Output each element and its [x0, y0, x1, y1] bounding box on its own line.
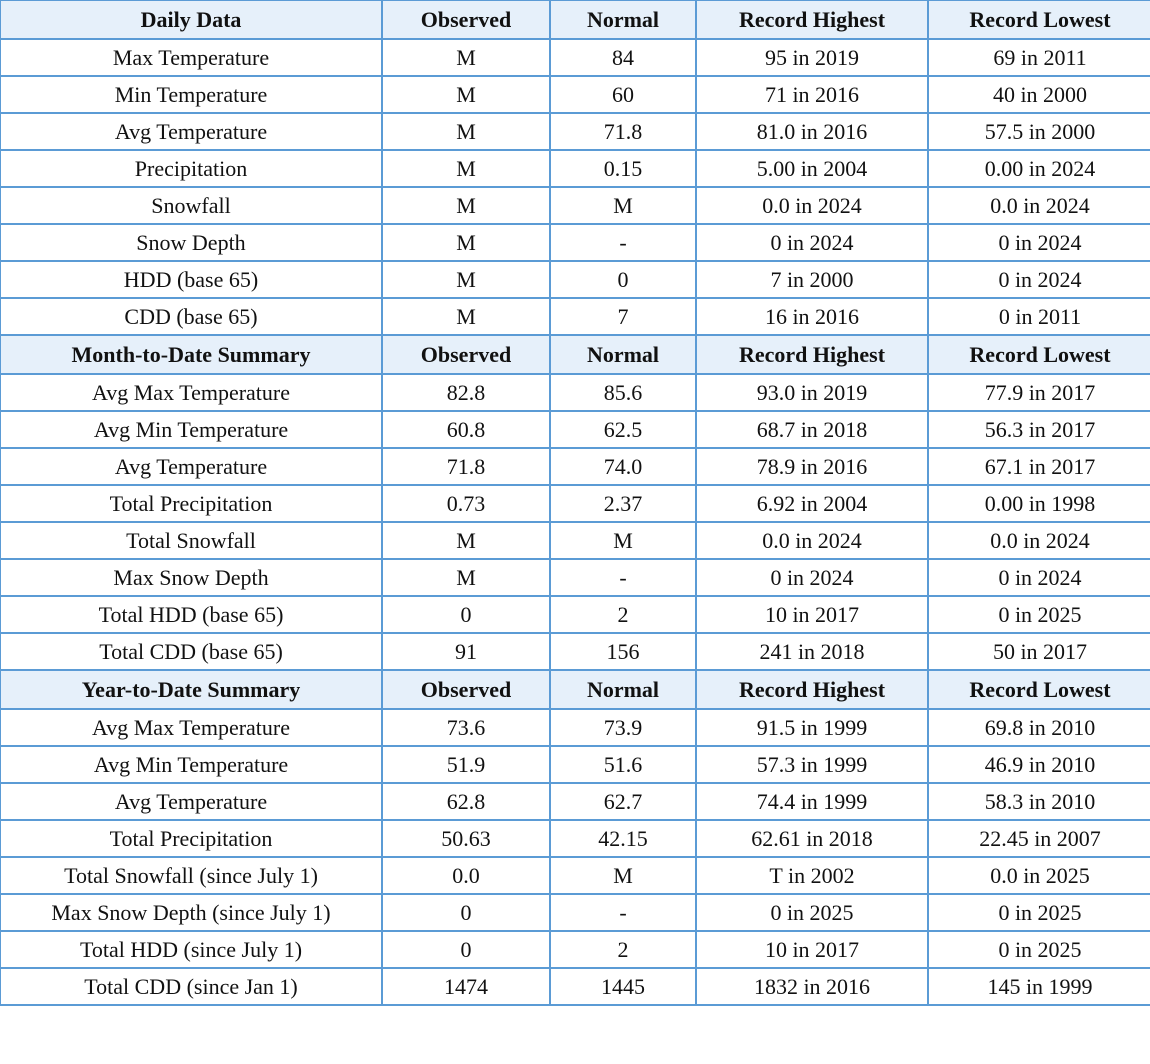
row-label: Avg Temperature	[0, 783, 382, 820]
cell-record-highest: 93.0 in 2019	[696, 374, 928, 411]
cell-record-highest: 10 in 2017	[696, 931, 928, 968]
table-row	[0, 931, 1150, 968]
row-label: Total Precipitation	[0, 820, 382, 857]
table-row	[0, 374, 1150, 411]
cell-record-highest: 6.92 in 2004	[696, 485, 928, 522]
row-label: Min Temperature	[0, 76, 382, 113]
table-row	[0, 633, 1150, 670]
cell-record-highest: 71 in 2016	[696, 76, 928, 113]
cell-record-lowest: 46.9 in 2010	[928, 746, 1150, 783]
cell-record-lowest: 0 in 2024	[928, 559, 1150, 596]
cell-normal: 60	[550, 76, 696, 113]
row-label: Snow Depth	[0, 224, 382, 261]
row-label: Avg Max Temperature	[0, 709, 382, 746]
table-row	[0, 820, 1150, 857]
cell-observed: M	[382, 261, 550, 298]
cell-normal: -	[550, 894, 696, 931]
table-row	[0, 113, 1150, 150]
table-row	[0, 224, 1150, 261]
cell-normal: 7	[550, 298, 696, 335]
column-header-record-highest: Record Highest	[696, 335, 928, 374]
cell-observed: 51.9	[382, 746, 550, 783]
table-row	[0, 150, 1150, 187]
cell-record-highest: 1832 in 2016	[696, 968, 928, 1005]
cell-normal: M	[550, 187, 696, 224]
row-label: Avg Max Temperature	[0, 374, 382, 411]
cell-observed: 73.6	[382, 709, 550, 746]
cell-normal: M	[550, 522, 696, 559]
cell-record-highest: 81.0 in 2016	[696, 113, 928, 150]
cell-record-highest: 0.0 in 2024	[696, 522, 928, 559]
row-label: Avg Min Temperature	[0, 411, 382, 448]
table-row	[0, 411, 1150, 448]
row-label: Precipitation	[0, 150, 382, 187]
cell-observed: 0	[382, 596, 550, 633]
cell-observed: 0	[382, 894, 550, 931]
table-row	[0, 261, 1150, 298]
cell-normal: 42.15	[550, 820, 696, 857]
cell-normal: 73.9	[550, 709, 696, 746]
cell-normal: 2	[550, 596, 696, 633]
cell-record-highest: 0 in 2025	[696, 894, 928, 931]
row-label: CDD (base 65)	[0, 298, 382, 335]
table-row	[0, 522, 1150, 559]
cell-normal: 2.37	[550, 485, 696, 522]
section-header-daily-data	[0, 0, 1150, 39]
table-row	[0, 485, 1150, 522]
cell-normal: 74.0	[550, 448, 696, 485]
row-label: Total HDD (base 65)	[0, 596, 382, 633]
column-header-record-lowest: Record Lowest	[928, 0, 1150, 39]
column-header-label: Month-to-Date Summary	[0, 335, 382, 374]
section-header-year-to-date-summary	[0, 670, 1150, 709]
cell-observed: 1474	[382, 968, 550, 1005]
row-label: Avg Min Temperature	[0, 746, 382, 783]
cell-record-lowest: 0.00 in 1998	[928, 485, 1150, 522]
cell-observed: M	[382, 559, 550, 596]
cell-record-highest: 0 in 2024	[696, 559, 928, 596]
cell-record-highest: 10 in 2017	[696, 596, 928, 633]
row-label: Max Snow Depth (since July 1)	[0, 894, 382, 931]
cell-record-lowest: 69.8 in 2010	[928, 709, 1150, 746]
cell-record-lowest: 69 in 2011	[928, 39, 1150, 76]
cell-record-lowest: 67.1 in 2017	[928, 448, 1150, 485]
row-label: Avg Temperature	[0, 113, 382, 150]
cell-observed: 0	[382, 931, 550, 968]
cell-record-highest: 95 in 2019	[696, 39, 928, 76]
cell-observed: 82.8	[382, 374, 550, 411]
column-header-normal: Normal	[550, 670, 696, 709]
cell-normal: 71.8	[550, 113, 696, 150]
cell-observed: M	[382, 224, 550, 261]
cell-record-highest: 0 in 2024	[696, 224, 928, 261]
row-label: Max Temperature	[0, 39, 382, 76]
column-header-observed: Observed	[382, 670, 550, 709]
cell-record-lowest: 0 in 2011	[928, 298, 1150, 335]
cell-record-highest: 62.61 in 2018	[696, 820, 928, 857]
table-row	[0, 857, 1150, 894]
table-row	[0, 559, 1150, 596]
cell-record-lowest: 0 in 2025	[928, 894, 1150, 931]
cell-record-highest: 78.9 in 2016	[696, 448, 928, 485]
cell-record-highest: 5.00 in 2004	[696, 150, 928, 187]
cell-observed: 0.0	[382, 857, 550, 894]
row-label: Total HDD (since July 1)	[0, 931, 382, 968]
cell-record-highest: 74.4 in 1999	[696, 783, 928, 820]
cell-record-lowest: 0.0 in 2024	[928, 522, 1150, 559]
cell-normal: 0.15	[550, 150, 696, 187]
cell-normal: 156	[550, 633, 696, 670]
cell-record-lowest: 56.3 in 2017	[928, 411, 1150, 448]
cell-record-lowest: 57.5 in 2000	[928, 113, 1150, 150]
table-row	[0, 709, 1150, 746]
row-label: HDD (base 65)	[0, 261, 382, 298]
cell-observed: M	[382, 150, 550, 187]
table-row	[0, 894, 1150, 931]
table-row	[0, 298, 1150, 335]
cell-observed: M	[382, 113, 550, 150]
cell-record-lowest: 50 in 2017	[928, 633, 1150, 670]
column-header-label: Daily Data	[0, 0, 382, 39]
cell-observed: 91	[382, 633, 550, 670]
table-row	[0, 596, 1150, 633]
row-label: Total Snowfall	[0, 522, 382, 559]
cell-record-highest: 0.0 in 2024	[696, 187, 928, 224]
cell-record-highest: 57.3 in 1999	[696, 746, 928, 783]
cell-record-highest: 241 in 2018	[696, 633, 928, 670]
cell-record-lowest: 0.00 in 2024	[928, 150, 1150, 187]
cell-observed: M	[382, 76, 550, 113]
column-header-observed: Observed	[382, 335, 550, 374]
cell-normal: 2	[550, 931, 696, 968]
cell-record-lowest: 0 in 2024	[928, 224, 1150, 261]
cell-normal: 0	[550, 261, 696, 298]
cell-record-lowest: 58.3 in 2010	[928, 783, 1150, 820]
row-label: Avg Temperature	[0, 448, 382, 485]
table-row	[0, 783, 1150, 820]
cell-observed: 60.8	[382, 411, 550, 448]
row-label: Total Snowfall (since July 1)	[0, 857, 382, 894]
cell-observed: 62.8	[382, 783, 550, 820]
column-header-label: Year-to-Date Summary	[0, 670, 382, 709]
cell-normal: 62.5	[550, 411, 696, 448]
cell-record-lowest: 0.0 in 2024	[928, 187, 1150, 224]
cell-observed: M	[382, 39, 550, 76]
column-header-record-lowest: Record Lowest	[928, 335, 1150, 374]
cell-record-highest: 7 in 2000	[696, 261, 928, 298]
cell-normal: 62.7	[550, 783, 696, 820]
cell-observed: 71.8	[382, 448, 550, 485]
cell-normal: -	[550, 224, 696, 261]
table-row	[0, 187, 1150, 224]
cell-observed: 50.63	[382, 820, 550, 857]
cell-record-highest: 16 in 2016	[696, 298, 928, 335]
table-row	[0, 39, 1150, 76]
cell-normal: 1445	[550, 968, 696, 1005]
cell-normal: 84	[550, 39, 696, 76]
row-label: Total CDD (base 65)	[0, 633, 382, 670]
column-header-normal: Normal	[550, 335, 696, 374]
column-header-record-highest: Record Highest	[696, 670, 928, 709]
column-header-observed: Observed	[382, 0, 550, 39]
cell-record-highest: 68.7 in 2018	[696, 411, 928, 448]
cell-record-lowest: 77.9 in 2017	[928, 374, 1150, 411]
table-row	[0, 76, 1150, 113]
cell-record-lowest: 0.0 in 2025	[928, 857, 1150, 894]
row-label: Snowfall	[0, 187, 382, 224]
cell-record-lowest: 40 in 2000	[928, 76, 1150, 113]
cell-observed: M	[382, 522, 550, 559]
cell-normal: M	[550, 857, 696, 894]
cell-normal: -	[550, 559, 696, 596]
row-label: Total CDD (since Jan 1)	[0, 968, 382, 1005]
section-header-month-to-date-summary	[0, 335, 1150, 374]
column-header-normal: Normal	[550, 0, 696, 39]
cell-record-lowest: 0 in 2025	[928, 931, 1150, 968]
cell-observed: M	[382, 187, 550, 224]
row-label: Max Snow Depth	[0, 559, 382, 596]
table-row	[0, 448, 1150, 485]
table-row	[0, 968, 1150, 1005]
cell-normal: 85.6	[550, 374, 696, 411]
cell-record-lowest: 145 in 1999	[928, 968, 1150, 1005]
cell-normal: 51.6	[550, 746, 696, 783]
cell-record-lowest: 0 in 2024	[928, 261, 1150, 298]
column-header-record-lowest: Record Lowest	[928, 670, 1150, 709]
table-row	[0, 746, 1150, 783]
cell-observed: 0.73	[382, 485, 550, 522]
cell-record-lowest: 22.45 in 2007	[928, 820, 1150, 857]
cell-record-highest: 91.5 in 1999	[696, 709, 928, 746]
cell-observed: M	[382, 298, 550, 335]
row-label: Total Precipitation	[0, 485, 382, 522]
column-header-record-highest: Record Highest	[696, 0, 928, 39]
cell-record-lowest: 0 in 2025	[928, 596, 1150, 633]
cell-record-highest: T in 2002	[696, 857, 928, 894]
